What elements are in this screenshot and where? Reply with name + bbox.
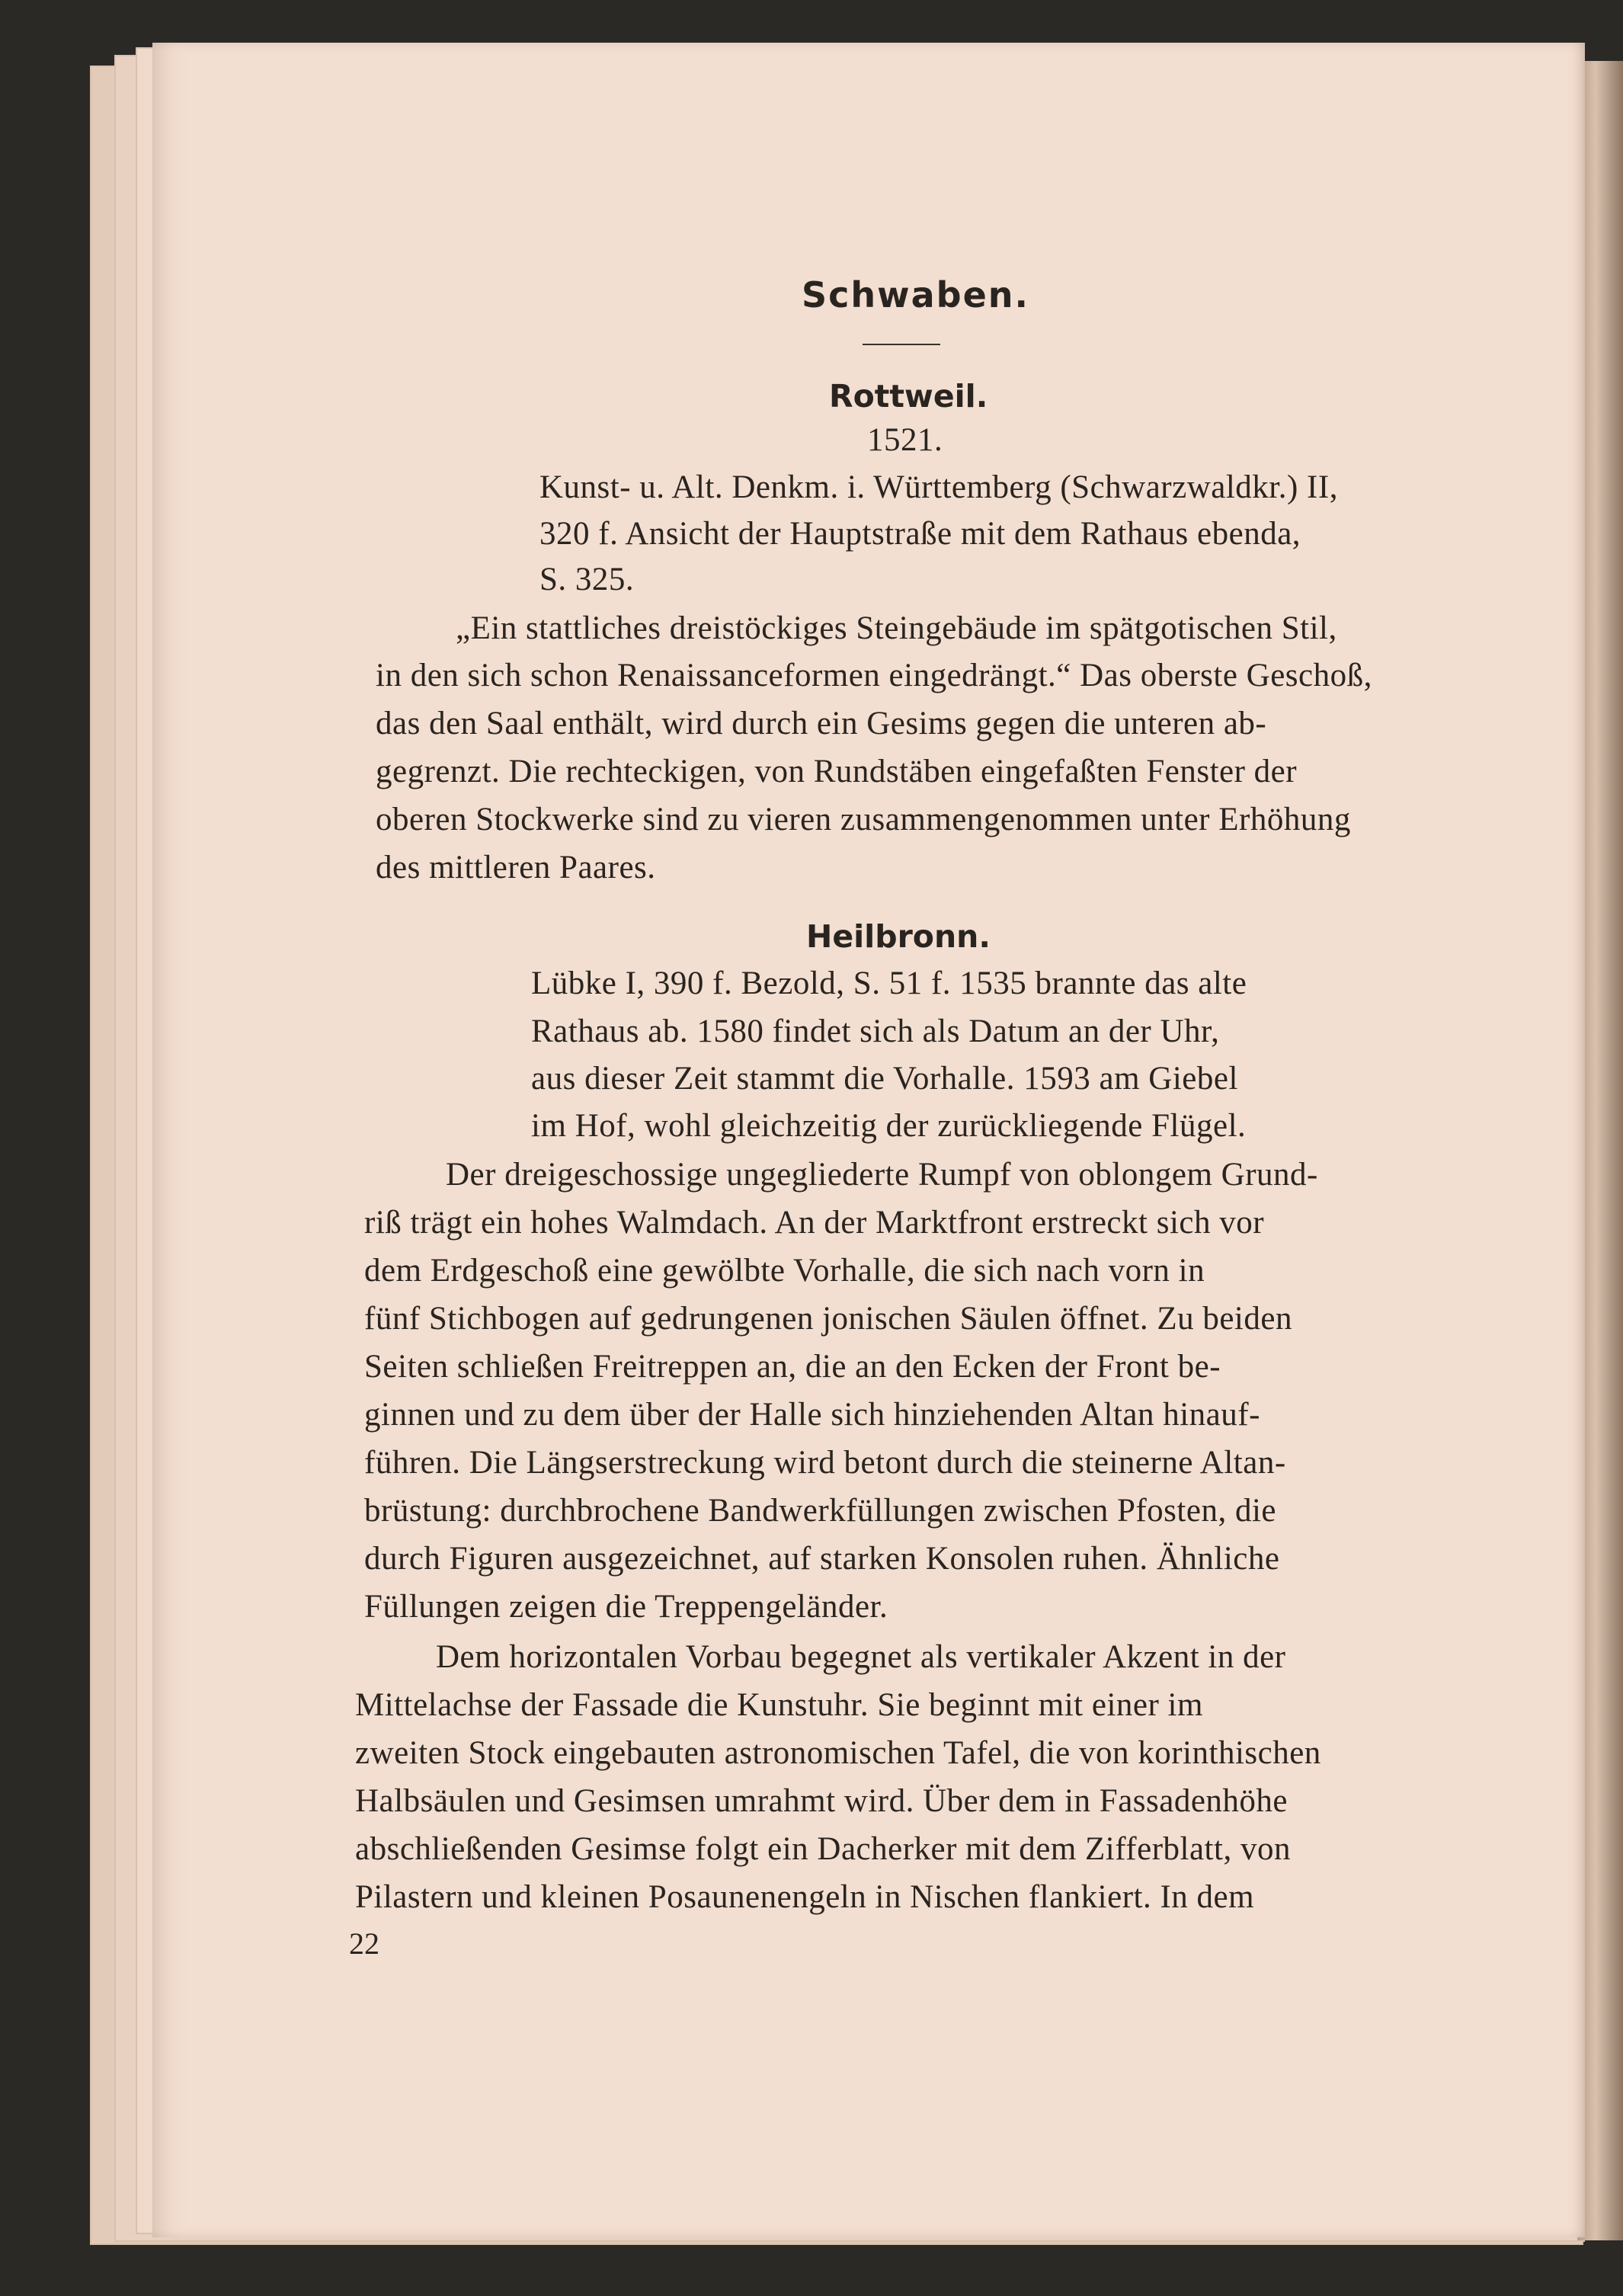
heilbronn-body-line: Seiten schließen Freitreppen an, die an den Ecken der Front be- (364, 1349, 1221, 1385)
heilbronn-body-line: Mittelachse der Fassade die Kunstuhr. Sie beginnt mit einer im (355, 1687, 1203, 1723)
heilbronn-body-line: Halbsäulen und Gesimsen umrahmt wird. Über dem in Fassadenhöhe (355, 1783, 1288, 1819)
rottweil-body-line: oberen Stockwerke sind zu vieren zusammengenommen unter Erhöhung (376, 802, 1351, 837)
heilbronn-body-line: Füllungen zeigen die Treppengeländer. (364, 1589, 888, 1625)
heilbronn-body-line: Dem horizontalen Vorbau begegnet als vertikaler Akzent in der (436, 1639, 1286, 1675)
heilbronn-ref-line: Rathaus ab. 1580 findet sich als Datum an der Uhr, (531, 1014, 1220, 1049)
heilbronn-body-line: führen. Die Längserstreckung wird betont durch die steinerne Altan- (364, 1445, 1286, 1481)
heilbronn-body-line: durch Figuren ausgezeichnet, auf starken Konsolen ruhen. Ähnliche (364, 1541, 1280, 1577)
heilbronn-body-line: ginnen und zu dem über der Halle sich hinziehenden Altan hinauf- (364, 1397, 1260, 1433)
heilbronn-ref-line: Lübke I, 390 f. Bezold, S. 51 f. 1535 brannte das alte (531, 965, 1247, 1001)
rottweil-year: 1521. (867, 422, 943, 458)
rottweil-ref-line: S. 325. (539, 562, 635, 597)
heilbronn-body-line: zweiten Stock eingebauten astronomischen Tafel, die von korinthischen (355, 1735, 1321, 1771)
section-title: Schwaben. (802, 274, 1030, 315)
heilbronn-heading: Heilbronn. (806, 918, 991, 955)
heilbronn-body-line: abschließenden Gesimse folgt ein Dacherker mit dem Zifferblatt, von (355, 1831, 1291, 1867)
rottweil-ref-line: 320 f. Ansicht der Hauptstraße mit dem Rathaus ebenda, (539, 516, 1301, 552)
rottweil-body-line: des mittleren Paares. (376, 850, 656, 885)
heilbronn-body-line: riß trägt ein hohes Walmdach. An der Marktfront erstreckt sich vor (364, 1205, 1265, 1241)
heilbronn-body-line: Der dreigeschossige ungegliederte Rumpf von oblongem Grund- (446, 1157, 1318, 1193)
rottweil-body-line: „Ein stattliches dreistöckiges Steingebäude im spätgotischen Stil, (456, 610, 1337, 646)
rottweil-ref-line: Kunst- u. Alt. Denkm. i. Württemberg (Schwarzwaldkr.) II, (539, 469, 1338, 505)
heilbronn-body-line: Pilastern und kleinen Posaunenengeln in Nischen flankiert. In dem (355, 1879, 1255, 1915)
title-divider (863, 344, 940, 345)
rottweil-body-line: in den sich schon Renaissanceformen eingedrängt.“ Das oberste Geschoß, (376, 658, 1372, 693)
heilbronn-ref-line: im Hof, wohl gleichzeitig der zurückliegende Flügel. (531, 1108, 1247, 1144)
heilbronn-body-line: fünf Stichbogen auf gedrungenen jonischen Säulen öffnet. Zu beiden (364, 1301, 1292, 1337)
page-number: 22 (349, 1926, 379, 1961)
heilbronn-body-line: brüstung: durchbrochene Bandwerkfüllungen zwischen Pfosten, die (364, 1493, 1276, 1529)
rottweil-heading: Rottweil. (829, 378, 988, 415)
heilbronn-body-line: dem Erdgeschoß eine gewölbte Vorhalle, die sich nach vorn in (364, 1253, 1205, 1289)
rottweil-body-line: gegrenzt. Die rechteckigen, von Rundstäben eingefaßten Fenster der (376, 754, 1298, 789)
heilbronn-ref-line: aus dieser Zeit stammt die Vorhalle. 1593 am Giebel (531, 1061, 1238, 1097)
rottweil-body-line: das den Saal enthält, wird durch ein Gesims gegen die unteren ab- (376, 706, 1267, 741)
